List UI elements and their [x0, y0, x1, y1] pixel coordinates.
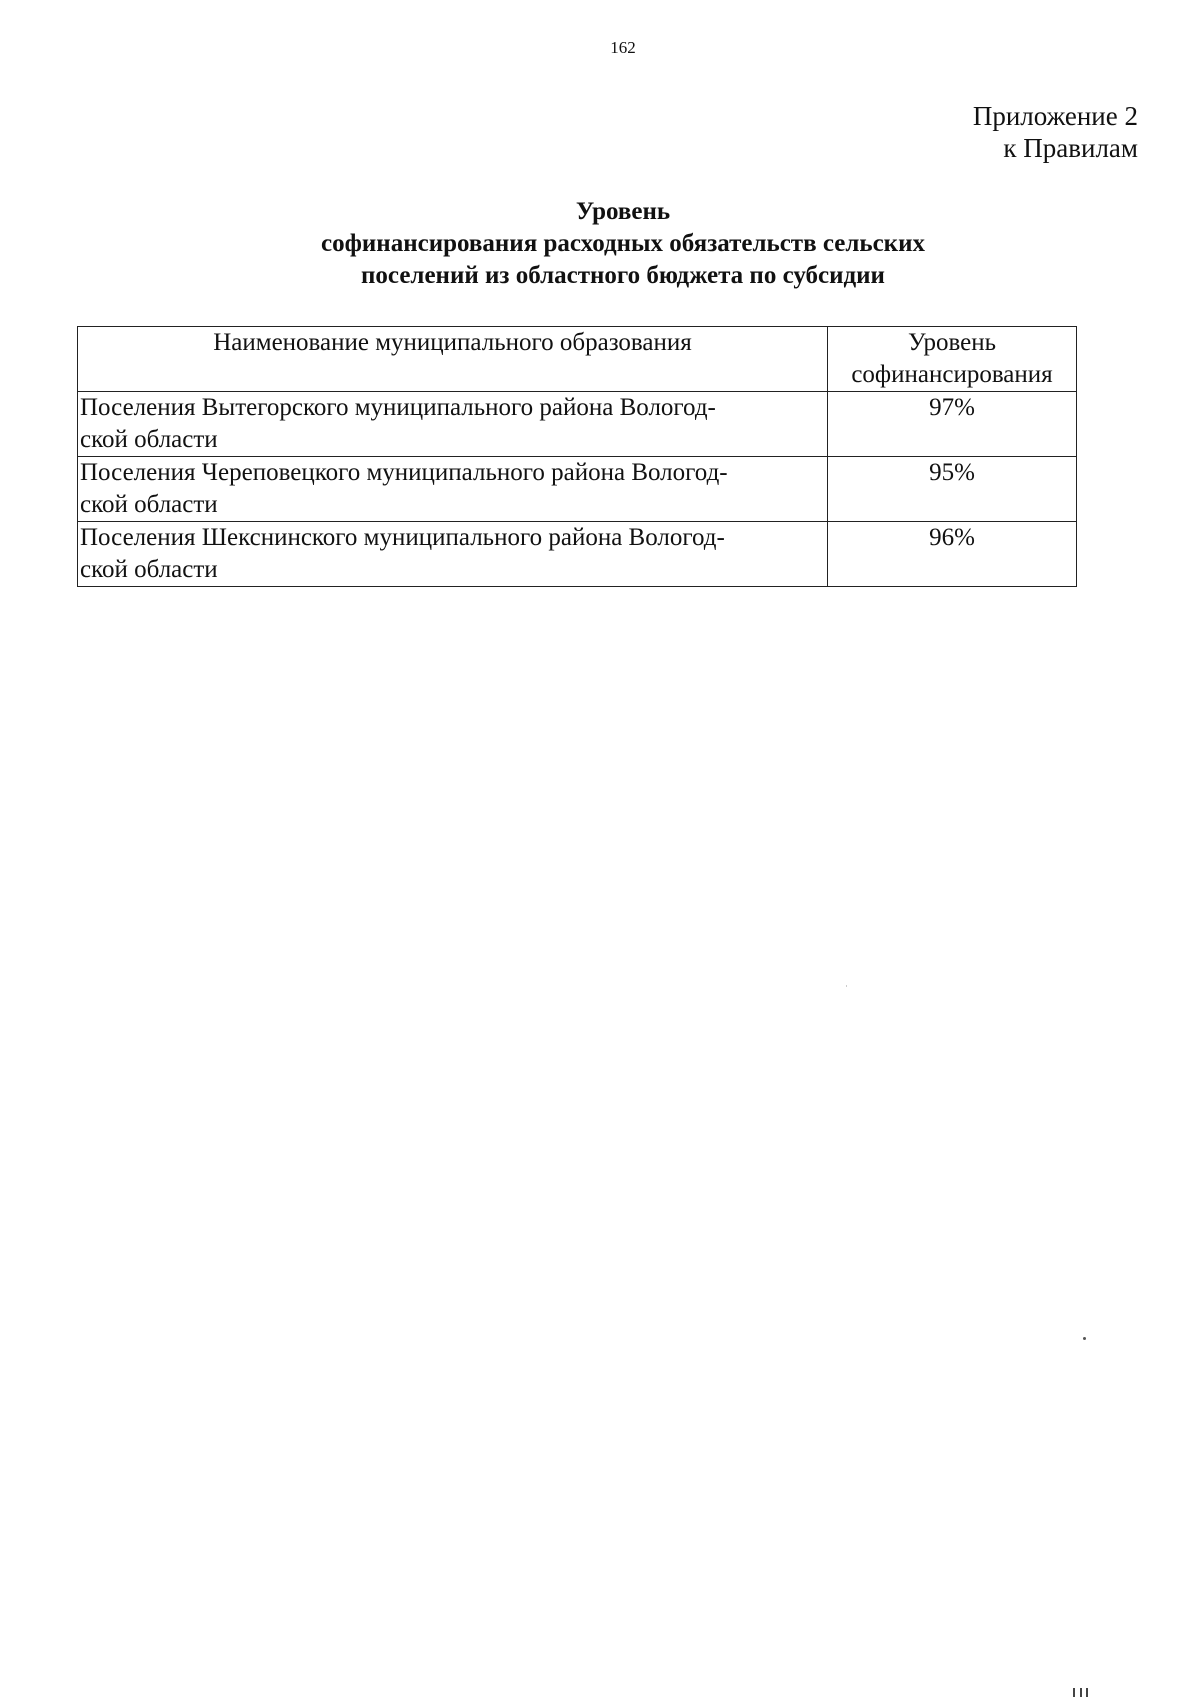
- cofinancing-level-cell: 97%: [828, 392, 1077, 457]
- appendix-line-1: Приложение 2: [972, 101, 1138, 131]
- cofinancing-table: [77, 326, 1077, 587]
- header-level-line-2: софинансирования: [851, 361, 1053, 388]
- header-cofinancing-level: [828, 327, 1077, 392]
- table-row: [78, 392, 1077, 457]
- scan-speck: [1086, 1688, 1088, 1697]
- appendix-reference: [973, 100, 1138, 164]
- municipality-name-line-1: Поселения Шекснинского муниципального района Вологод-: [80, 524, 725, 551]
- table-row: [78, 457, 1077, 522]
- municipality-name-line-2: ской области: [80, 426, 218, 453]
- municipality-name-line-2: ской области: [80, 491, 218, 518]
- scan-speck: [1080, 1688, 1082, 1697]
- municipality-name-line-2: ской области: [80, 556, 218, 583]
- scan-speck: [1083, 1337, 1086, 1340]
- municipality-name-line-1: Поселения Череповецкого муниципального района Вологод-: [80, 459, 728, 486]
- municipality-name-line-1: Поселения Вытегорского муниципального района Вологод-: [80, 394, 716, 421]
- scan-speck: [1073, 1688, 1075, 1697]
- title-line-2: софинансирования расходных обязательств сельских: [321, 230, 925, 257]
- table-header-row: [78, 327, 1077, 392]
- cofinancing-level-cell: 95%: [828, 457, 1077, 522]
- appendix-line-2: к Правилам: [1003, 133, 1138, 163]
- table-row: [78, 522, 1077, 587]
- scan-speck: [846, 985, 847, 987]
- document-title: [0, 196, 1200, 292]
- header-level-line-1: Уровень: [907, 329, 997, 356]
- header-municipality-name: Наименование муниципального образования: [78, 327, 828, 392]
- title-line-3: поселений из областного бюджета по субсидии: [361, 262, 885, 289]
- municipality-name-cell: [78, 457, 828, 522]
- page-number: 162: [610, 38, 636, 57]
- cofinancing-level-cell: 96%: [828, 522, 1077, 587]
- title-line-1: Уровень: [575, 198, 671, 225]
- municipality-name-cell: [78, 392, 828, 457]
- municipality-name-cell: [78, 522, 828, 587]
